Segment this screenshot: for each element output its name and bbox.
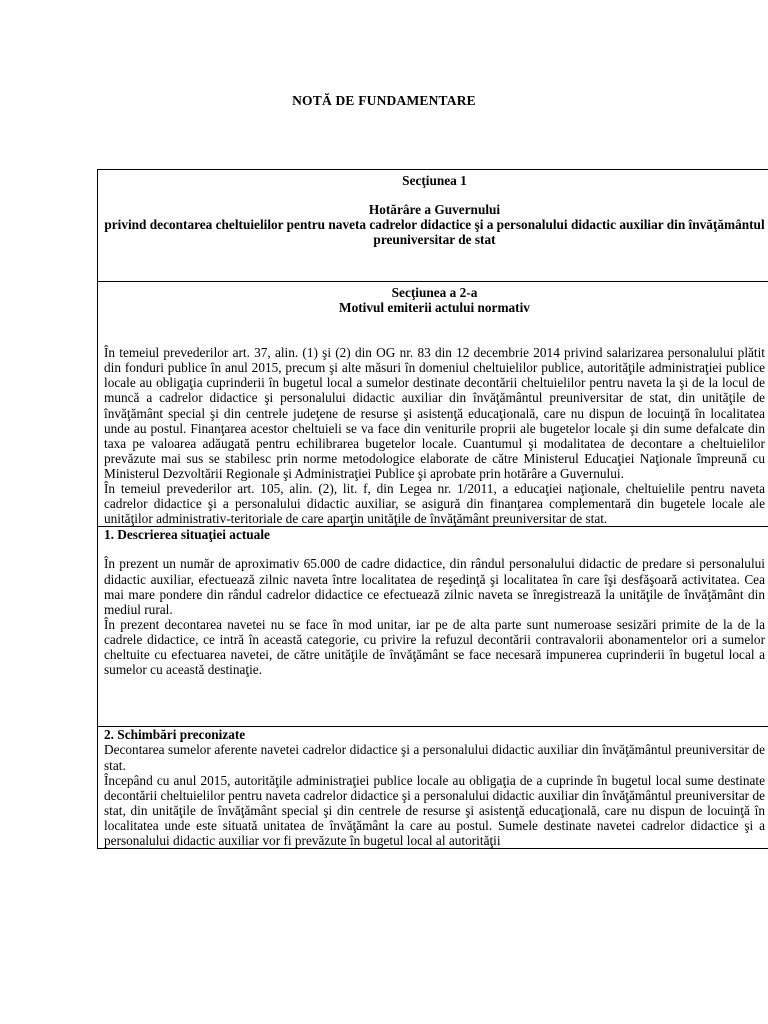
section2-subheading: Motivul emiterii actului normativ <box>339 300 530 316</box>
point1-paragraph-1: În prezent un număr de aproximativ 65.000 de cadre didactice, din rândul personalului didactic de predare si personalului didactic auxiliar, efectuează zilnic naveta între localitatea de reşedinţă şi localitatea în care îşi desfăşoară activitatea. Cea mai mare pondere din rândul cadrelor didactice ce efectuează zilnic naveta se înregistrează la unităţile de învăţământ din mediul rural. <box>104 556 765 617</box>
point1-paragraph-2: În prezent decontarea navetei nu se face în mod unitar, iar pe de alta parte sunt numeroase sesizări primite de la de la cadrele didactice, ce intră în această categorie, cu privire la refuzul decontării contravalorii abonamentelor ori a sumelor cheltuite cu efectuarea navetei, de către unităţile de învăţământ se face necesară impunerea cuprinderii în bugetul local a sumelor cu această destinaţie. <box>104 616 765 678</box>
point2-paragraph-1: Decontarea sumelor aferente navetei cadrelor didactice şi a personalului didactic auxiliar din învăţământul preuniversitar de stat. <box>104 742 765 773</box>
section2-paragraph-1: În temeiul prevederilor art. 37, alin. (1) şi (2) din OG nr. 83 din 12 decembrie 2014 privind salarizarea personalului plătit din fonduri publice în anul 2015, precum şi alte măsuri în domeniul cheltuielilor publice, autorităţile administraţiei publice locale au obligaţia cuprinderii în bugetul local a sumelor destinate decontării cheltuielilor pentru naveta la şi de la locul de muncă a cadrelor didactice şi personalului didactic auxiliar din învăţământul preuniversitar de stat, din unităţile de învăţământ special şi din centrele judeţene de resurse şi asistenţă educaţională, care nu dispun de locuinţă în localitatea unde au postul. Finanţarea acestor cheltuieli se va face din veniturile proprii ale bugetelor locale şi din sume defalcate din taxa pe valoarea adăugată pentru echilibrarea bugetelor locale. Cuantumul şi modalitatea de decontare a cheltuielilor prevăzute mai sus se stabilesc prin norme metodologice elaborate de către Ministerul Educaţiei Naţionale împreună cu Ministerul Dezvoltării Regionale şi Administraţiei Publice şi aprobate prin hotărâre a Guvernului. <box>104 345 765 481</box>
point2-cell <box>98 727 768 849</box>
section2-cell <box>98 282 768 527</box>
section1-cell <box>98 170 768 282</box>
point1-cell <box>98 527 768 727</box>
section2-heading: Secţiunea a 2-a <box>391 285 478 300</box>
section2-row <box>98 282 768 527</box>
document-title: NOTĂ DE FUNDAMENTARE <box>292 93 476 108</box>
point2-paragraph-2: Începând cu anul 2015, autorităţile administraţiei publice locale au obligaţia de a cuprinde în bugetul local sume destinate decontării cheltuielilor pentru naveta cadrelor didactice şi a personalului didactic auxiliar din învăţământul preuniversitar de stat, din unităţile de învăţământ special şi din centrele de resurse şi asistenţă educaţională, care nu dispun de locuinţă în localitatea unde este situată unitatea de învăţământ la care au postul. Sumele destinate navetei cadrelor didactice şi a personalului didactic auxiliar vor fi prevăzute în bugetul local al autorităţii <box>104 772 765 848</box>
section2-paragraph-2: În temeiul prevederilor art. 105, alin. (2), lit. f, din Legea nr. 1/2011, a educaţiei naţionale, cheltuielile pentru naveta cadrelor didactice şi a personalului didactic auxiliar, se asigură din finanţarea complementară din bugetele locale ale unităţilor administrativ-teritoriale de care aparţin unităţile de învăţământ preuniversitar de stat. <box>104 481 765 527</box>
act-type: Hotărâre a Guvernului <box>368 202 501 218</box>
point1-row <box>98 527 768 727</box>
point2-row <box>98 727 768 849</box>
act-title: privind decontarea cheltuielilor pentru naveta cadrelor didactice şi a personalului didactic auxiliar din învăţământul preuniversitar de stat <box>104 217 765 248</box>
point2-heading: 2. Schimbări preconizate <box>104 727 246 743</box>
note-table <box>97 169 768 849</box>
section1-row <box>98 170 768 282</box>
point1-heading: 1. Descrierea situaţiei actuale <box>104 527 270 543</box>
section1-heading: Secţiunea 1 <box>402 173 467 188</box>
